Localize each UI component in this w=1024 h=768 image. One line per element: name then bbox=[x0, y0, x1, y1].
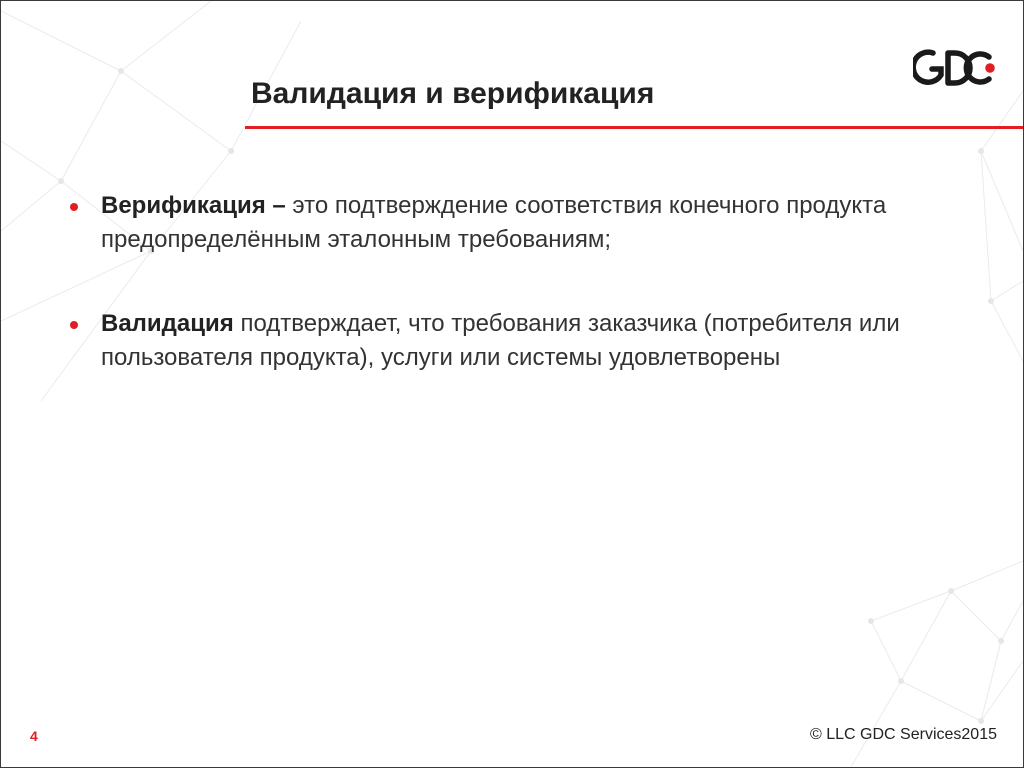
bullet-item-verification bbox=[101, 189, 961, 257]
bullet-term: Валидация bbox=[101, 310, 234, 337]
red-dot-bullet-icon bbox=[70, 321, 78, 329]
title-underline bbox=[245, 126, 1023, 129]
page-number: 4 bbox=[30, 728, 38, 744]
slide-title: Валидация и верификация bbox=[251, 77, 655, 110]
bullet-text: подтверждает, что требования заказчика (потребителя или пользователя продукта), услуги или системы удовлетворены bbox=[101, 310, 900, 371]
bullet-text: это подтверждение соответствия конечного продукта предопределённым эталонным требованиям; bbox=[101, 192, 887, 253]
gdc-logo bbox=[913, 45, 997, 91]
red-dot-bullet-icon bbox=[70, 203, 78, 211]
copyright-footer: © LLC GDC Services2015 bbox=[810, 726, 997, 743]
bullet-term: Верификация – bbox=[101, 192, 286, 219]
network-background-graphic bbox=[1, 1, 1023, 767]
bullet-item-validation bbox=[101, 307, 961, 375]
